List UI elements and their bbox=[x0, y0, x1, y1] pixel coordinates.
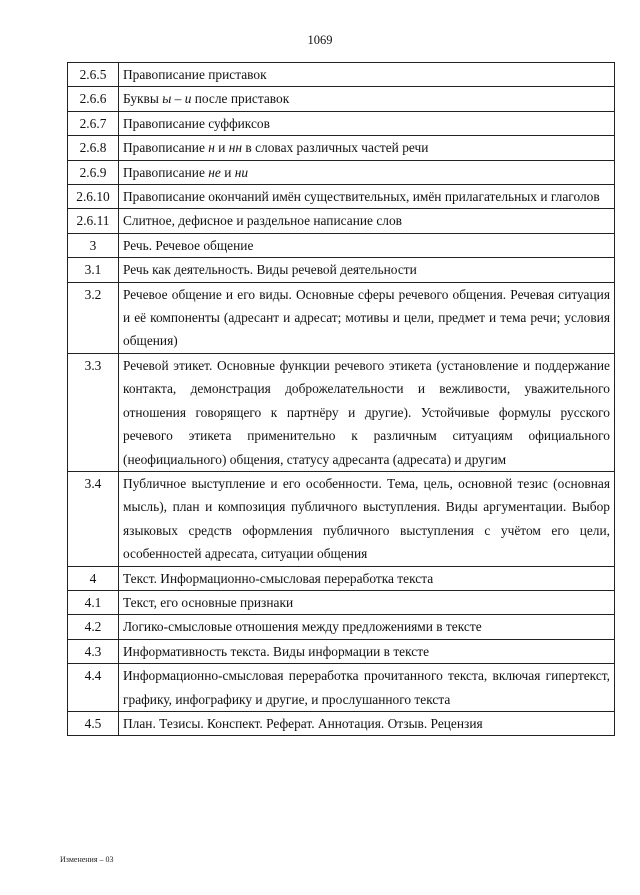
section-title bbox=[119, 209, 615, 233]
section-title bbox=[119, 160, 615, 184]
section-number: 3 bbox=[68, 233, 119, 257]
section-title bbox=[119, 353, 615, 471]
section-title bbox=[119, 639, 615, 663]
table-row bbox=[68, 590, 615, 614]
section-number: 2.6.9 bbox=[68, 160, 119, 184]
table-row bbox=[68, 233, 615, 257]
table-row bbox=[68, 258, 615, 282]
footer-revision: Изменения – 03 bbox=[60, 855, 114, 864]
section-title bbox=[119, 566, 615, 590]
section-title bbox=[119, 590, 615, 614]
table-row bbox=[68, 711, 615, 735]
text-segment: Речь. Речевое общение bbox=[123, 237, 254, 253]
text-segment: Слитное, дефисное и раздельное написание слов bbox=[123, 213, 402, 229]
section-number: 2.6.5 bbox=[68, 63, 119, 87]
content-table bbox=[67, 62, 615, 736]
table-row bbox=[68, 615, 615, 639]
section-number: 4.4 bbox=[68, 664, 119, 712]
section-title bbox=[119, 664, 615, 712]
text-segment: после приставок bbox=[191, 91, 290, 107]
section-number: 3.2 bbox=[68, 282, 119, 353]
text-segment: Буквы bbox=[123, 91, 163, 107]
section-title bbox=[119, 471, 615, 566]
section-number: 2.6.10 bbox=[68, 185, 119, 209]
section-title bbox=[119, 258, 615, 282]
text-segment: Речь как деятельность. Виды речевой деятельности bbox=[123, 262, 417, 278]
table-body bbox=[68, 63, 615, 736]
text-segment: и bbox=[214, 140, 229, 156]
text-segment: в словах различных частей речи bbox=[242, 140, 429, 156]
table-row bbox=[68, 87, 615, 111]
italic-text: н bbox=[208, 140, 215, 156]
text-segment: Речевой этикет. Основные функции речевого этикета (установление и поддержание контакта, демонстрация доброжелательности и вежливости, уважительного отношения говорящего к партнёру и другие). Устойчивые формулы русского речевого этикета применительно к различным ситуациям официального (неофициального) общения, статусу адресанта (адресата) и другим bbox=[123, 357, 610, 467]
section-title bbox=[119, 711, 615, 735]
page-number: 1069 bbox=[307, 33, 333, 47]
text-segment: Текст, его основные признаки bbox=[123, 594, 294, 610]
table-row bbox=[68, 136, 615, 160]
section-number: 3.1 bbox=[68, 258, 119, 282]
text-segment: Правописание bbox=[123, 164, 209, 180]
italic-text: не bbox=[208, 164, 221, 180]
section-number: 2.6.11 bbox=[68, 209, 119, 233]
table-row bbox=[68, 111, 615, 135]
section-number: 4 bbox=[68, 566, 119, 590]
text-segment: Текст. Информационно-смысловая переработка текста bbox=[123, 570, 434, 586]
table-row bbox=[68, 209, 615, 233]
text-segment: Информативность текста. Виды информации в тексте bbox=[123, 643, 430, 659]
text-segment: Публичное выступление и его особенности. Тема, цель, основной тезис (основная мысль), план и композиция публичного выступления. Виды аргументации. Выбор языковых средств оформления публичного выступления с учётом его цели, особенностей адресата, ситуации общения bbox=[123, 475, 610, 562]
table-row bbox=[68, 282, 615, 353]
section-number: 2.6.7 bbox=[68, 111, 119, 135]
table-row bbox=[68, 566, 615, 590]
text-segment: Речевое общение и его виды. Основные сферы речевого общения. Речевая ситуация и её компоненты (адресант и адресат; мотивы и цели, предмет и тема речи; условия общения) bbox=[123, 286, 610, 349]
table-row bbox=[68, 664, 615, 712]
italic-text: ы – и bbox=[162, 91, 192, 107]
section-title bbox=[119, 111, 615, 135]
table-row bbox=[68, 353, 615, 471]
table-row bbox=[68, 471, 615, 566]
text-segment: Информационно-смысловая переработка прочитанного текста, включая гипертекст, графику, инфографику и другие, и прослушанного текста bbox=[123, 668, 610, 707]
text-segment: Логико-смысловые отношения между предложениями в тексте bbox=[123, 619, 482, 635]
italic-text: нн bbox=[228, 140, 243, 156]
italic-text: ни bbox=[234, 164, 249, 180]
section-title bbox=[119, 185, 615, 209]
table-row bbox=[68, 639, 615, 663]
text-segment: Правописание суффиксов bbox=[123, 115, 270, 131]
text-segment: и bbox=[220, 164, 235, 180]
text-segment: Правописание приставок bbox=[123, 67, 267, 82]
section-title bbox=[119, 233, 615, 257]
section-title bbox=[119, 282, 615, 353]
text-segment: Правописание окончаний имён существительных, имён прилагательных и глаголов bbox=[123, 189, 600, 205]
section-number: 4.3 bbox=[68, 639, 119, 663]
section-number: 4.2 bbox=[68, 615, 119, 639]
section-number: 3.4 bbox=[68, 471, 119, 566]
table-row bbox=[68, 185, 615, 209]
section-title bbox=[119, 63, 615, 87]
table-row bbox=[68, 160, 615, 184]
section-title bbox=[119, 87, 615, 111]
section-number: 4.1 bbox=[68, 590, 119, 614]
section-title bbox=[119, 615, 615, 639]
section-number: 2.6.6 bbox=[68, 87, 119, 111]
section-number: 2.6.8 bbox=[68, 136, 119, 160]
section-number: 3.3 bbox=[68, 353, 119, 471]
text-segment: Правописание bbox=[123, 140, 209, 156]
section-number: 4.5 bbox=[68, 711, 119, 735]
table-row bbox=[68, 63, 615, 87]
section-title bbox=[119, 136, 615, 160]
text-segment: План. Тезисы. Конспект. Реферат. Аннотация. Отзыв. Рецензия bbox=[123, 715, 483, 731]
